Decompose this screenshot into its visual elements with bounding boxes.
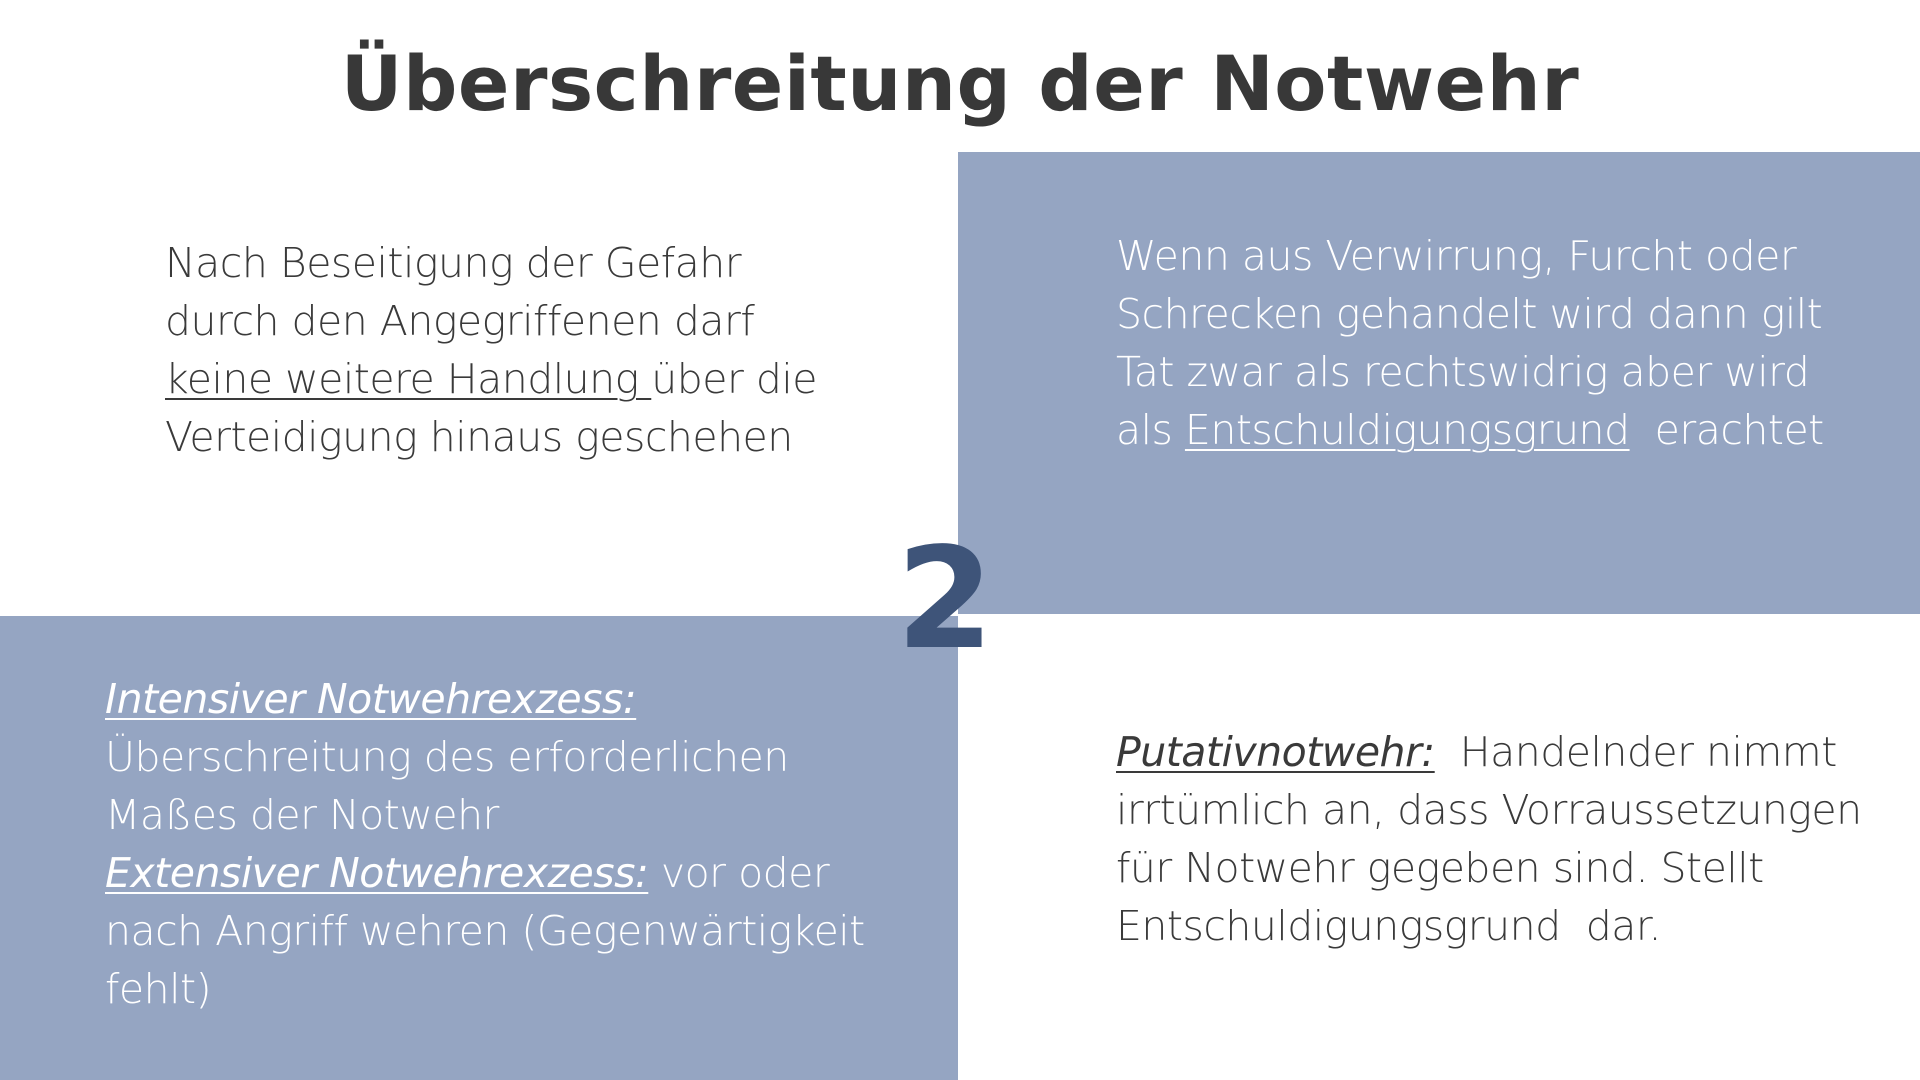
text-line: Entschuldigungsgrund dar. [1116,902,1661,950]
text-line: Schrecken gehandelt wird dann gilt [1116,290,1823,338]
text-line: irrtümlich an, dass Vorraussetzungen [1116,786,1862,834]
text-line: Tat zwar als rechtswidrig aber wird [1116,348,1810,396]
slide-number: 2 [896,518,994,681]
top-left-text-block [165,234,885,466]
term-intensive: Intensiver Notwehrexzess: [105,675,637,723]
bottom-left-text-block [105,670,905,1018]
term-extensive: Extensiver Notwehrexzess: [105,849,649,897]
text-line [165,350,885,408]
text-fragment: über die [651,355,818,403]
text-line: nach Angriff wehren (Gegenwärtigkeit [105,907,865,955]
underlined-phrase: keine weitere Handlung [165,355,652,403]
text-line: Verteidigung hinaus geschehen [165,413,793,461]
text-line: Wenn aus Verwirrung, Furcht oder [1116,232,1797,280]
text-fragment: vor oder [648,849,830,897]
term-putative: Putativnotwehr: [1116,728,1435,776]
text-fragment: erachtet [1629,406,1824,454]
text-line [1116,723,1876,781]
text-line [105,670,905,728]
text-line [1116,401,1876,459]
text-line: Maßes der Notwehr [105,791,499,839]
text-line: fehlt) [105,965,212,1013]
bottom-right-text-block [1116,723,1876,955]
text-line: durch den Angegriffenen darf [165,297,755,345]
page-title: Überschreitung der Notwehr [340,39,1580,128]
top-right-text-block [1116,227,1876,459]
text-fragment: Handelnder nimmt [1434,728,1837,776]
text-line: Nach Beseitigung der Gefahr [165,239,742,287]
text-fragment: als [1116,406,1185,454]
text-line: für Notwehr gegeben sind. Stellt [1116,844,1764,892]
underlined-phrase: Entschuldigungsgrund [1184,406,1630,454]
text-line: Überschreitung des erforderlichen [105,733,789,781]
text-line [105,844,905,902]
